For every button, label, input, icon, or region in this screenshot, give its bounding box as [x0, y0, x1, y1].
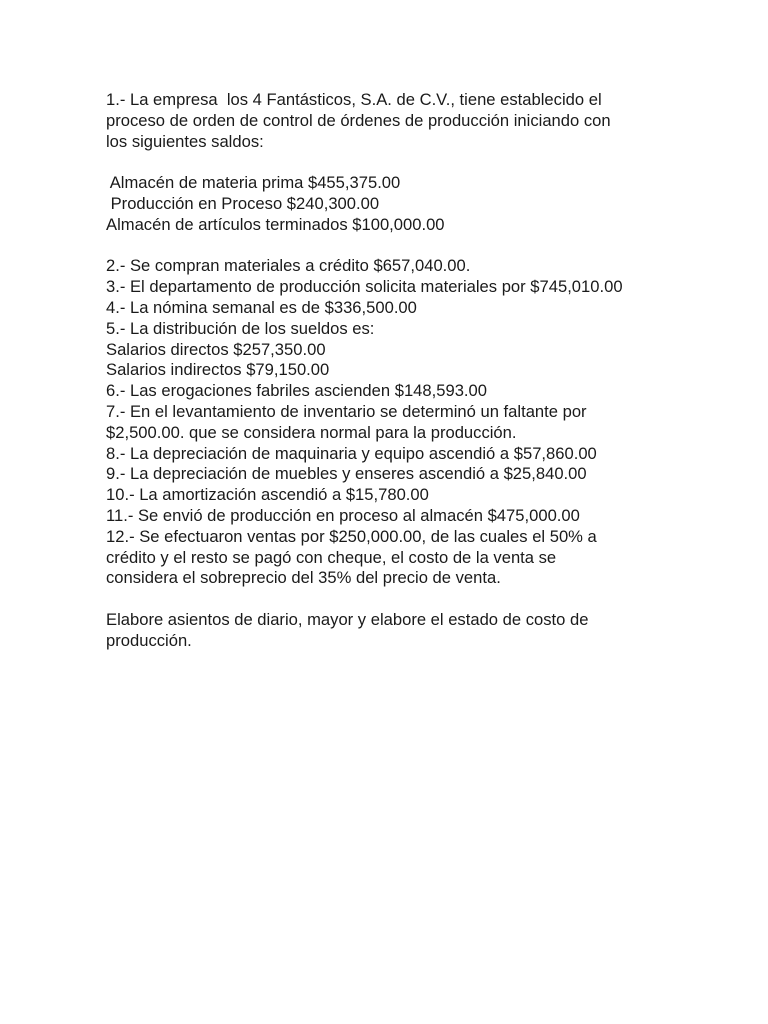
instruction-line: Elabore asientos de diario, mayor y elabore el estado de costo de: [106, 609, 589, 629]
transaction-list: [106, 256, 706, 589]
transaction-line: 6.- Las erogaciones fabriles ascienden $148,593.00: [106, 381, 487, 401]
document-page: [106, 90, 706, 652]
opening-balances: [106, 173, 706, 235]
intro-line: 1.- La empresa los 4 Fantásticos, S.A. de C.V., tiene establecido el: [106, 90, 602, 109]
instruction-line: producción.: [106, 630, 192, 650]
transaction-line: 3.- El departamento de producción solicita materiales por $745,010.00: [106, 277, 623, 297]
instruction-paragraph: [106, 610, 706, 652]
transaction-line: 9.- La depreciación de muebles y enseres ascendió a $25,840.00: [106, 464, 587, 484]
transaction-line: 5.- La distribución de los sueldos es:: [106, 318, 375, 338]
intro-paragraph: [106, 90, 706, 152]
intro-line: proceso de orden de control de órdenes de producción iniciando con: [106, 110, 611, 130]
paragraph-spacer: [106, 152, 706, 173]
transaction-line: 2.- Se compran materiales a crédito $657,040.00.: [106, 256, 471, 276]
balance-line: Producción en Proceso $240,300.00: [106, 193, 380, 213]
transaction-line: 11.- Se envió de producción en proceso al almacén $475,000.00: [106, 505, 580, 525]
transaction-line: $2,500.00. que se considera normal para la producción.: [106, 422, 517, 442]
balance-line: Almacén de materia prima $455,375.00: [106, 173, 401, 193]
paragraph-spacer: [106, 236, 706, 257]
transaction-line: 4.- La nómina semanal es de $336,500.00: [106, 297, 417, 317]
transaction-line: 8.- La depreciación de maquinaria y equipo ascendió a $57,860.00: [106, 443, 597, 463]
transaction-line: Salarios indirectos $79,150.00: [106, 360, 330, 380]
intro-line: los siguientes saldos:: [106, 131, 264, 151]
transaction-line: 7.- En el levantamiento de inventario se determinó un faltante por: [106, 401, 587, 421]
paragraph-spacer: [106, 589, 706, 610]
transaction-line: considera el sobreprecio del 35% del precio de venta.: [106, 568, 501, 588]
balance-line: Almacén de artículos terminados $100,000.00: [106, 214, 445, 234]
transaction-line: Salarios directos $257,350.00: [106, 339, 326, 359]
transaction-line: 10.- La amortización ascendió a $15,780.00: [106, 485, 429, 505]
transaction-line: 12.- Se efectuaron ventas por $250,000.00, de las cuales el 50% a: [106, 526, 597, 546]
transaction-line: crédito y el resto se pagó con cheque, el costo de la venta se: [106, 547, 557, 567]
